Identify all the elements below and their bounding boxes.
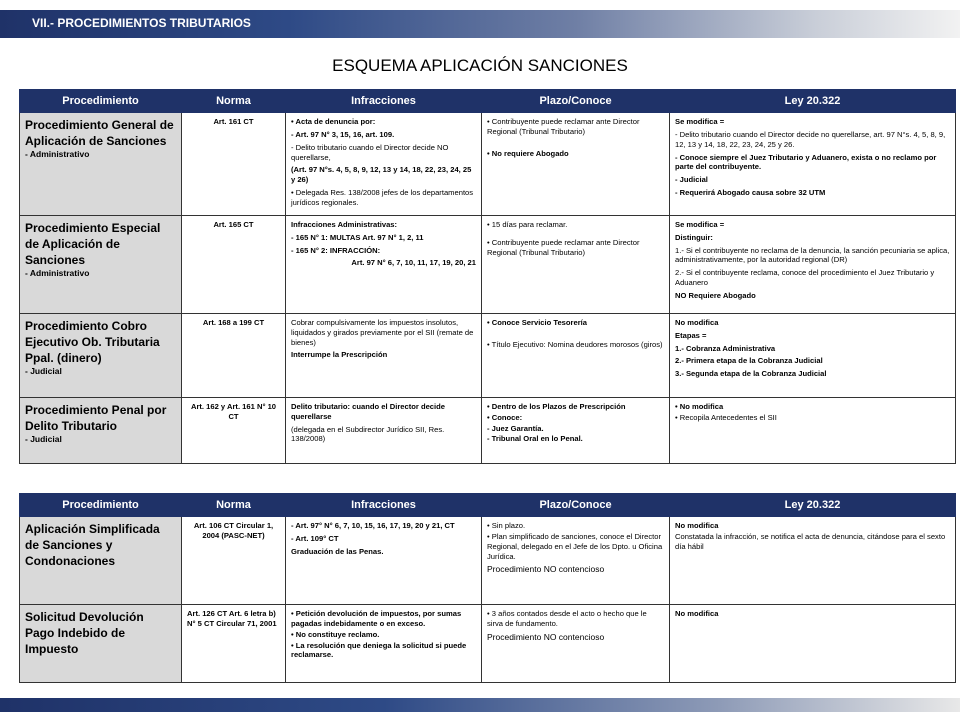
ley-text: - Delito tributario cuando el Director decide no querellarse, art. 97 N°s. 4, 5, 8, 9, 12, 13 y 14, 18, 22, 23, 24, 25 y 26. bbox=[675, 129, 946, 149]
infraction-text: (delegada en el Subdirector Jurídico SII, Res. 138/2008) bbox=[291, 424, 445, 444]
ley-text: Constatada la infracción, se notifica el acta de denuncia, citándose para el sexto día hábil bbox=[675, 531, 946, 551]
ley-cell bbox=[670, 215, 956, 313]
infracciones-cell bbox=[286, 313, 482, 397]
col-header-plazo: Plazo/Conoce bbox=[482, 494, 670, 517]
infraction-text: Art. 97 N° 6, 7, 10, 11, 17, 19, 20, 21 bbox=[351, 258, 476, 268]
ley-cell bbox=[670, 397, 956, 463]
infraction-text: - Art. 97 N° 3, 15, 16, art. 109. bbox=[291, 129, 395, 139]
ley-cell bbox=[670, 313, 956, 397]
table-row bbox=[20, 605, 956, 683]
plazo-text: • Dentro de los Plazos de Prescripción bbox=[487, 401, 626, 411]
ley-text: 1.- Cobranza Administrativa bbox=[675, 343, 776, 353]
infraction-text: (Art. 97 N°s. 4, 5, 8, 9, 12, 13 y 14, 18, 22, 23, 24, 25 y 26) bbox=[291, 165, 472, 185]
col-header-infracciones: Infracciones bbox=[286, 494, 482, 517]
ley-cell bbox=[670, 605, 956, 683]
procedure-cell bbox=[20, 397, 182, 463]
plazo-text: • Conoce: bbox=[487, 412, 523, 422]
ley-text: No modifica bbox=[675, 521, 719, 530]
plazo-text: • Sin plazo. bbox=[487, 521, 526, 530]
infraction-text: Delito tributario: cuando el Director decide querellarse bbox=[291, 401, 446, 421]
col-header-infracciones: Infracciones bbox=[286, 90, 482, 113]
procedure-cell bbox=[20, 313, 182, 397]
infraction-text: Infracciones Administrativas: bbox=[291, 219, 398, 229]
col-header-procedimiento: Procedimiento bbox=[20, 90, 182, 113]
infraction-text: - Art. 109° CT bbox=[291, 533, 339, 543]
infraction-text: - Delito tributario cuando el Director decide NO querellarse, bbox=[291, 142, 449, 162]
norma-cell: Art. 161 CT bbox=[182, 113, 286, 216]
plazo-text: • No requiere Abogado bbox=[487, 148, 569, 158]
plazo-text: - Juez Garantía. bbox=[487, 423, 544, 433]
col-header-procedimiento: Procedimiento bbox=[20, 494, 182, 517]
norma-cell: Art. 168 a 199 CT bbox=[182, 313, 286, 397]
procedure-type: - Administrativo bbox=[25, 149, 90, 160]
ley-cell bbox=[670, 517, 956, 605]
infracciones-cell bbox=[286, 113, 482, 216]
ley-text: 2.- Primera etapa de la Cobranza Judicial bbox=[675, 356, 823, 366]
ley-text: Se modifica = bbox=[675, 219, 725, 229]
plazo-cell bbox=[482, 397, 670, 463]
ley-text: Se modifica = bbox=[675, 117, 725, 126]
table-row bbox=[20, 517, 956, 605]
infraction-text: Interrumpe la Prescripción bbox=[291, 350, 388, 360]
plazo-text: • Contribuyente puede reclamar ante Director Regional (Tribunal Tributario) bbox=[487, 237, 640, 257]
plazo-cell bbox=[482, 113, 670, 216]
procedure-type: - Judicial bbox=[25, 366, 62, 377]
ley-text: Etapas = bbox=[675, 330, 707, 340]
infraction-text: • La resolución que deniega la solicitud si puede reclamarse. bbox=[291, 640, 467, 660]
ley-text: No modifica bbox=[675, 609, 719, 618]
plazo-text: • 3 años contados desde el acto o hecho que le sirva de fundamento. bbox=[487, 609, 647, 628]
plazo-text: - Tribunal Oral en lo Penal. bbox=[487, 434, 583, 444]
infraction-text: - 165 N° 1: MULTAS Art. 97 N° 1, 2, 11 bbox=[291, 232, 424, 242]
infracciones-cell bbox=[286, 215, 482, 313]
table-row bbox=[20, 215, 956, 313]
procedure-cell bbox=[20, 215, 182, 313]
norma-cell: Art. 126 CT Art. 6 letra b) N° 5 CT Circular 71, 2001 bbox=[182, 605, 286, 683]
infraction-text: • Acta de denuncia por: bbox=[291, 117, 376, 126]
infraction-text: Graduación de las Penas. bbox=[291, 546, 384, 556]
plazo-text: • Contribuyente puede reclamar ante Director Regional (Tribunal Tributario) bbox=[487, 117, 640, 136]
plazo-cell bbox=[482, 215, 670, 313]
footer-bar bbox=[0, 698, 960, 712]
section-label: VII.- PROCEDIMIENTOS TRIBUTARIOS bbox=[32, 16, 251, 30]
procedure-name: Procedimiento General de Aplicación de Sanciones bbox=[25, 118, 174, 149]
procedure-cell bbox=[20, 113, 182, 216]
infracciones-cell bbox=[286, 397, 482, 463]
infracciones-cell bbox=[286, 517, 482, 605]
infracciones-cell bbox=[286, 605, 482, 683]
sanctions-table-2 bbox=[19, 493, 956, 683]
ley-text: - Conoce siempre el Juez Tributario y Aduanero, exista o no reclamo por parte del contribuyente. bbox=[675, 152, 937, 172]
plazo-text: Procedimiento NO contencioso bbox=[487, 631, 605, 642]
ley-text: • No modifica bbox=[675, 401, 724, 411]
plazo-text: • Título Ejecutivo: Nomina deudores morosos (giros) bbox=[487, 339, 663, 349]
infraction-text: • No constituye reclamo. bbox=[291, 629, 380, 639]
procedure-name: Procedimiento Cobro Ejecutivo Ob. Tributaria Ppal. (dinero) bbox=[25, 318, 160, 366]
table-row bbox=[20, 397, 956, 463]
procedure-name: Solicitud Devolución Pago Indebido de Impuesto bbox=[25, 610, 144, 657]
plazo-text: Procedimiento NO contencioso bbox=[487, 564, 605, 575]
section-header-bar bbox=[0, 10, 960, 38]
plazo-cell bbox=[482, 517, 670, 605]
table-header-row bbox=[20, 90, 956, 113]
norma-cell: Art. 162 y Art. 161 N° 10 CT bbox=[182, 397, 286, 463]
ley-text: 2.- Si el contribuyente reclama, conoce del procedimiento el Juez Tributario y Aduanero bbox=[675, 268, 935, 288]
infraction-text: Cobrar compulsivamente los impuestos insolutos, liquidados y girados previamente por el SII (remate de bienes) bbox=[291, 317, 474, 347]
ley-text: 1.- Si el contribuyente no reclama de la denuncia, la sanción pecuniaria se aplica, administrativamente, por la autoridad regional (DR) bbox=[675, 245, 950, 265]
procedure-name: Procedimiento Penal por Delito Tributario bbox=[25, 402, 167, 434]
ley-text: No modifica bbox=[675, 317, 719, 327]
page-title: ESQUEMA APLICACIÓN SANCIONES bbox=[332, 56, 628, 75]
procedure-name: Procedimiento Especial de Aplicación de Sanciones bbox=[25, 220, 161, 268]
col-header-plazo: Plazo/Conoce bbox=[482, 90, 670, 113]
plazo-text: • Plan simplificado de sanciones, conoce el Director Regional, delegado en el Jefe de los Dpto. u Oficina Jurídica. bbox=[487, 531, 663, 561]
col-header-ley: Ley 20.322 bbox=[670, 90, 956, 113]
table-row bbox=[20, 113, 956, 216]
ley-text: 3.- Segunda etapa de la Cobranza Judicial bbox=[675, 369, 827, 379]
ley-text: • Recopila Antecedentes el SII bbox=[675, 412, 777, 422]
table-header-row bbox=[20, 494, 956, 517]
norma-cell: Art. 106 CT Circular 1, 2004 (PASC-NET) bbox=[182, 517, 286, 605]
ley-text: - Judicial bbox=[675, 175, 708, 185]
procedure-type: - Administrativo bbox=[25, 268, 90, 279]
infraction-text: - Art. 97° N° 6, 7, 10, 15, 16, 17, 19, 20 y 21, CT bbox=[291, 521, 455, 530]
procedure-cell bbox=[20, 517, 182, 605]
infraction-text: • Petición devolución de impuestos, por sumas pagadas indebidamente o en exceso. bbox=[291, 609, 462, 628]
plazo-text: • 15 días para reclamar. bbox=[487, 219, 568, 229]
infraction-text: • Delegada Res. 138/2008 jefes de los departamentos jurídicos regionales. bbox=[291, 188, 474, 208]
col-header-norma: Norma bbox=[182, 494, 286, 517]
infraction-text: - 165 N° 2: INFRACCIÓN: bbox=[291, 245, 381, 255]
ley-text: Distinguir: bbox=[675, 232, 713, 242]
col-header-ley: Ley 20.322 bbox=[670, 494, 956, 517]
ley-text: - Requerirá Abogado causa sobre 32 UTM bbox=[675, 188, 826, 198]
plazo-text: • Conoce Servicio Tesorería bbox=[487, 317, 588, 327]
plazo-cell bbox=[482, 313, 670, 397]
norma-cell: Art. 165 CT bbox=[182, 215, 286, 313]
table-row bbox=[20, 313, 956, 397]
ley-text: NO Requiere Abogado bbox=[675, 291, 756, 301]
plazo-cell bbox=[482, 605, 670, 683]
col-header-norma: Norma bbox=[182, 90, 286, 113]
procedure-name: Aplicación Simplificada de Sanciones y Condonaciones bbox=[25, 522, 160, 569]
procedure-type: - Judicial bbox=[25, 434, 62, 445]
procedure-cell bbox=[20, 605, 182, 683]
ley-cell bbox=[670, 113, 956, 216]
sanctions-table-1 bbox=[19, 89, 956, 464]
